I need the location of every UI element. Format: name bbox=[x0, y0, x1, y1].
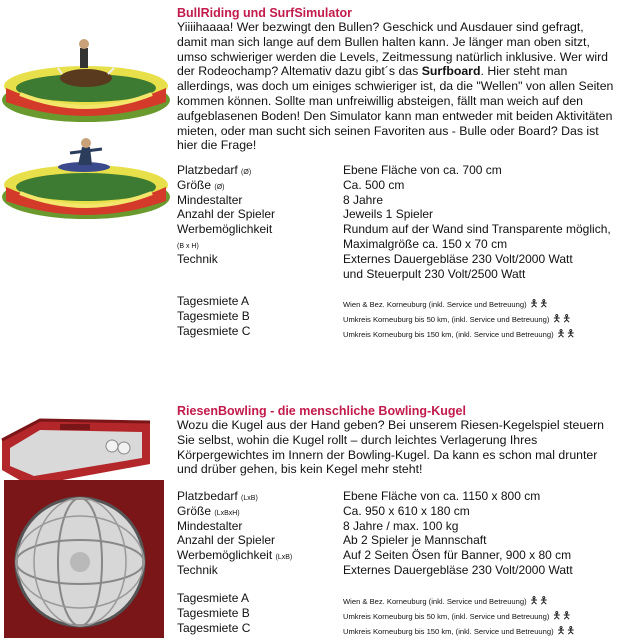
spec-row bbox=[177, 222, 617, 237]
spec-row bbox=[177, 267, 617, 282]
person-icon: 🯅🯅 bbox=[556, 329, 577, 340]
rent-value: Wien & Bez. Korneuburg (inkl. Service und Betreuung) bbox=[343, 300, 527, 309]
spec-label: Platzbedarf bbox=[177, 489, 238, 503]
product-description: Wozu die Kugel aus der Hand geben? Bei unserem Riesen-Kegelspiel steuern Sie selbst, wohin die Kugel rollt – durch leichtes Verlagerung Ihres Körpergewichtes im Innern der Bowling-Kugel. Da kann es schon mal drunter und drüber gehen, bis kein Kegel mehr steht! bbox=[177, 418, 605, 477]
spec-value: Rundum auf der Wand sind Transparente möglich, bbox=[343, 222, 611, 237]
spec-label: Technik bbox=[177, 562, 218, 577]
spec-value: Ab 2 Spieler je Mannschaft bbox=[343, 533, 487, 548]
spec-label: Größe bbox=[177, 503, 212, 518]
rent-label: Tagesmiete A bbox=[177, 294, 250, 308]
rent-label: Tagesmiete C bbox=[177, 324, 251, 338]
spec-row bbox=[177, 193, 617, 208]
rent-row bbox=[177, 606, 617, 621]
description-text: Yiiiihaaaa! Wer bezwingt den Bullen? Geschick und Ausdauer sind gefragt, damit man sich lange auf dem Bullen halten kann. Je länger man oben sitzt, umso schwieriger werden die Levels, Zeitmessung natürlich inklusive. Wer wird der Rodeochamp? Altemativ dazu gibt´s das bbox=[177, 20, 609, 79]
rent-label: Tagesmiete B bbox=[177, 309, 250, 323]
spec-label: Werbemöglichkeit bbox=[177, 548, 273, 563]
spec-value: Auf 2 Seiten Ösen für Banner, 900 x 80 cm bbox=[343, 548, 572, 563]
person-icon: 🯅🯅 bbox=[552, 314, 572, 325]
bullriding-image bbox=[0, 28, 172, 123]
spec-label: Mindestalter bbox=[177, 518, 243, 533]
rent-label: Tagesmiete C bbox=[177, 621, 251, 635]
spec-table bbox=[177, 163, 617, 281]
spec-label: Anzahl der Spieler bbox=[177, 207, 276, 222]
spec-row bbox=[177, 207, 617, 222]
spec-row bbox=[177, 533, 617, 548]
spec-value: Ebene Fläche von ca. 700 cm bbox=[343, 163, 502, 177]
person-icon: 🯅🯅 bbox=[529, 299, 550, 310]
person-icon: 🯅🯅 bbox=[552, 611, 572, 622]
spec-label: Werbemöglichkeit bbox=[177, 222, 273, 237]
spec-label: Mindestalter bbox=[177, 192, 243, 207]
rent-row bbox=[177, 294, 617, 309]
spec-label: Größe bbox=[177, 177, 212, 192]
rent-label: Tagesmiete A bbox=[177, 591, 250, 605]
spec-label: Anzahl der Spieler bbox=[177, 533, 276, 548]
rent-value: Umkreis Korneuburg bis 50 km, (inkl. Service und Betreuung) bbox=[343, 315, 550, 324]
rent-value: Wien & Bez. Korneuburg (inkl. Service und Betreuung) bbox=[343, 597, 527, 606]
spec-unit: (LxBxH) bbox=[214, 509, 240, 517]
spec-row bbox=[177, 252, 617, 267]
bowling-ball-image bbox=[4, 480, 164, 638]
spec-value: Ebene Fläche von ca. 1150 x 800 cm bbox=[343, 489, 541, 503]
rent-row bbox=[177, 621, 617, 636]
rent-value: Umkreis Korneuburg bis 50 km, (inkl. Service und Betreuung) bbox=[343, 612, 550, 621]
product-description bbox=[177, 20, 617, 153]
product-title: RiesenBowling - die menschliche Bowling-Kugel bbox=[177, 404, 466, 418]
spec-value: Ca. 500 cm bbox=[343, 177, 405, 192]
spec-row bbox=[177, 163, 617, 178]
rent-table bbox=[177, 591, 617, 636]
rent-label: Tagesmiete B bbox=[177, 606, 250, 620]
spec-unit: (LxB) bbox=[241, 495, 258, 502]
rent-table bbox=[177, 294, 617, 339]
spec-value: Jeweils 1 Spieler bbox=[343, 207, 434, 222]
spec-label: Technik bbox=[177, 251, 218, 266]
spec-unit: (B x H) bbox=[177, 242, 199, 250]
spec-row bbox=[177, 563, 617, 578]
product-title: BullRiding und SurfSimulator bbox=[177, 6, 352, 20]
spec-value: 8 Jahre / max. 100 kg bbox=[343, 518, 459, 533]
spec-value: Ca. 950 x 610 x 180 cm bbox=[343, 503, 470, 518]
spec-row bbox=[177, 489, 617, 504]
spec-label: Platzbedarf bbox=[177, 163, 238, 177]
rent-value: Umkreis Korneuburg bis 150 km, (inkl. Service und Betreuung) bbox=[343, 330, 554, 339]
spec-row bbox=[177, 237, 617, 252]
spec-value: Maximalgröße ca. 150 x 70 cm bbox=[343, 236, 508, 251]
bowling-arena-image bbox=[0, 410, 158, 490]
person-icon: 🯅🯅 bbox=[529, 596, 550, 607]
description-text: . Hier steht man allerdings, was doch um einiges schwieriger ist, da die "Wellen" von allen Seiten kommen können. Sollte man unfreiwillig absteigen, fällt man weich auf den aufgeblasenen Boden! Den Simulator kann man entweder mit beiden Aktivitäten mieten, oder man sucht sich seinen Favoriten aus - Bulle oder Board? Das ist hier die Frage! bbox=[177, 64, 614, 153]
rent-row bbox=[177, 591, 617, 606]
spec-row bbox=[177, 519, 617, 534]
rent-row bbox=[177, 309, 617, 324]
spec-table bbox=[177, 489, 617, 578]
rent-value: Umkreis Korneuburg bis 150 km, (inkl. Service und Betreuung) bbox=[343, 627, 554, 636]
spec-row bbox=[177, 548, 617, 563]
spec-unit: (LxB) bbox=[275, 554, 293, 562]
spec-value: Externes Dauergebläse 230 Volt/2000 Watt bbox=[343, 562, 573, 577]
spec-value: und Steuerpult 230 Volt/2500 Watt bbox=[343, 266, 526, 281]
person-icon: 🯅🯅 bbox=[556, 626, 577, 637]
spec-unit: (Ø) bbox=[241, 169, 252, 176]
spec-unit: (Ø) bbox=[214, 183, 225, 191]
rent-row bbox=[177, 324, 617, 339]
description-highlight: Surfboard bbox=[421, 64, 481, 79]
spec-row bbox=[177, 178, 617, 193]
spec-row bbox=[177, 504, 617, 519]
surfsimulator-image bbox=[0, 135, 172, 220]
spec-value: 8 Jahre bbox=[343, 192, 384, 207]
spec-value: Externes Dauergebläse 230 Volt/2000 Watt bbox=[343, 251, 573, 266]
